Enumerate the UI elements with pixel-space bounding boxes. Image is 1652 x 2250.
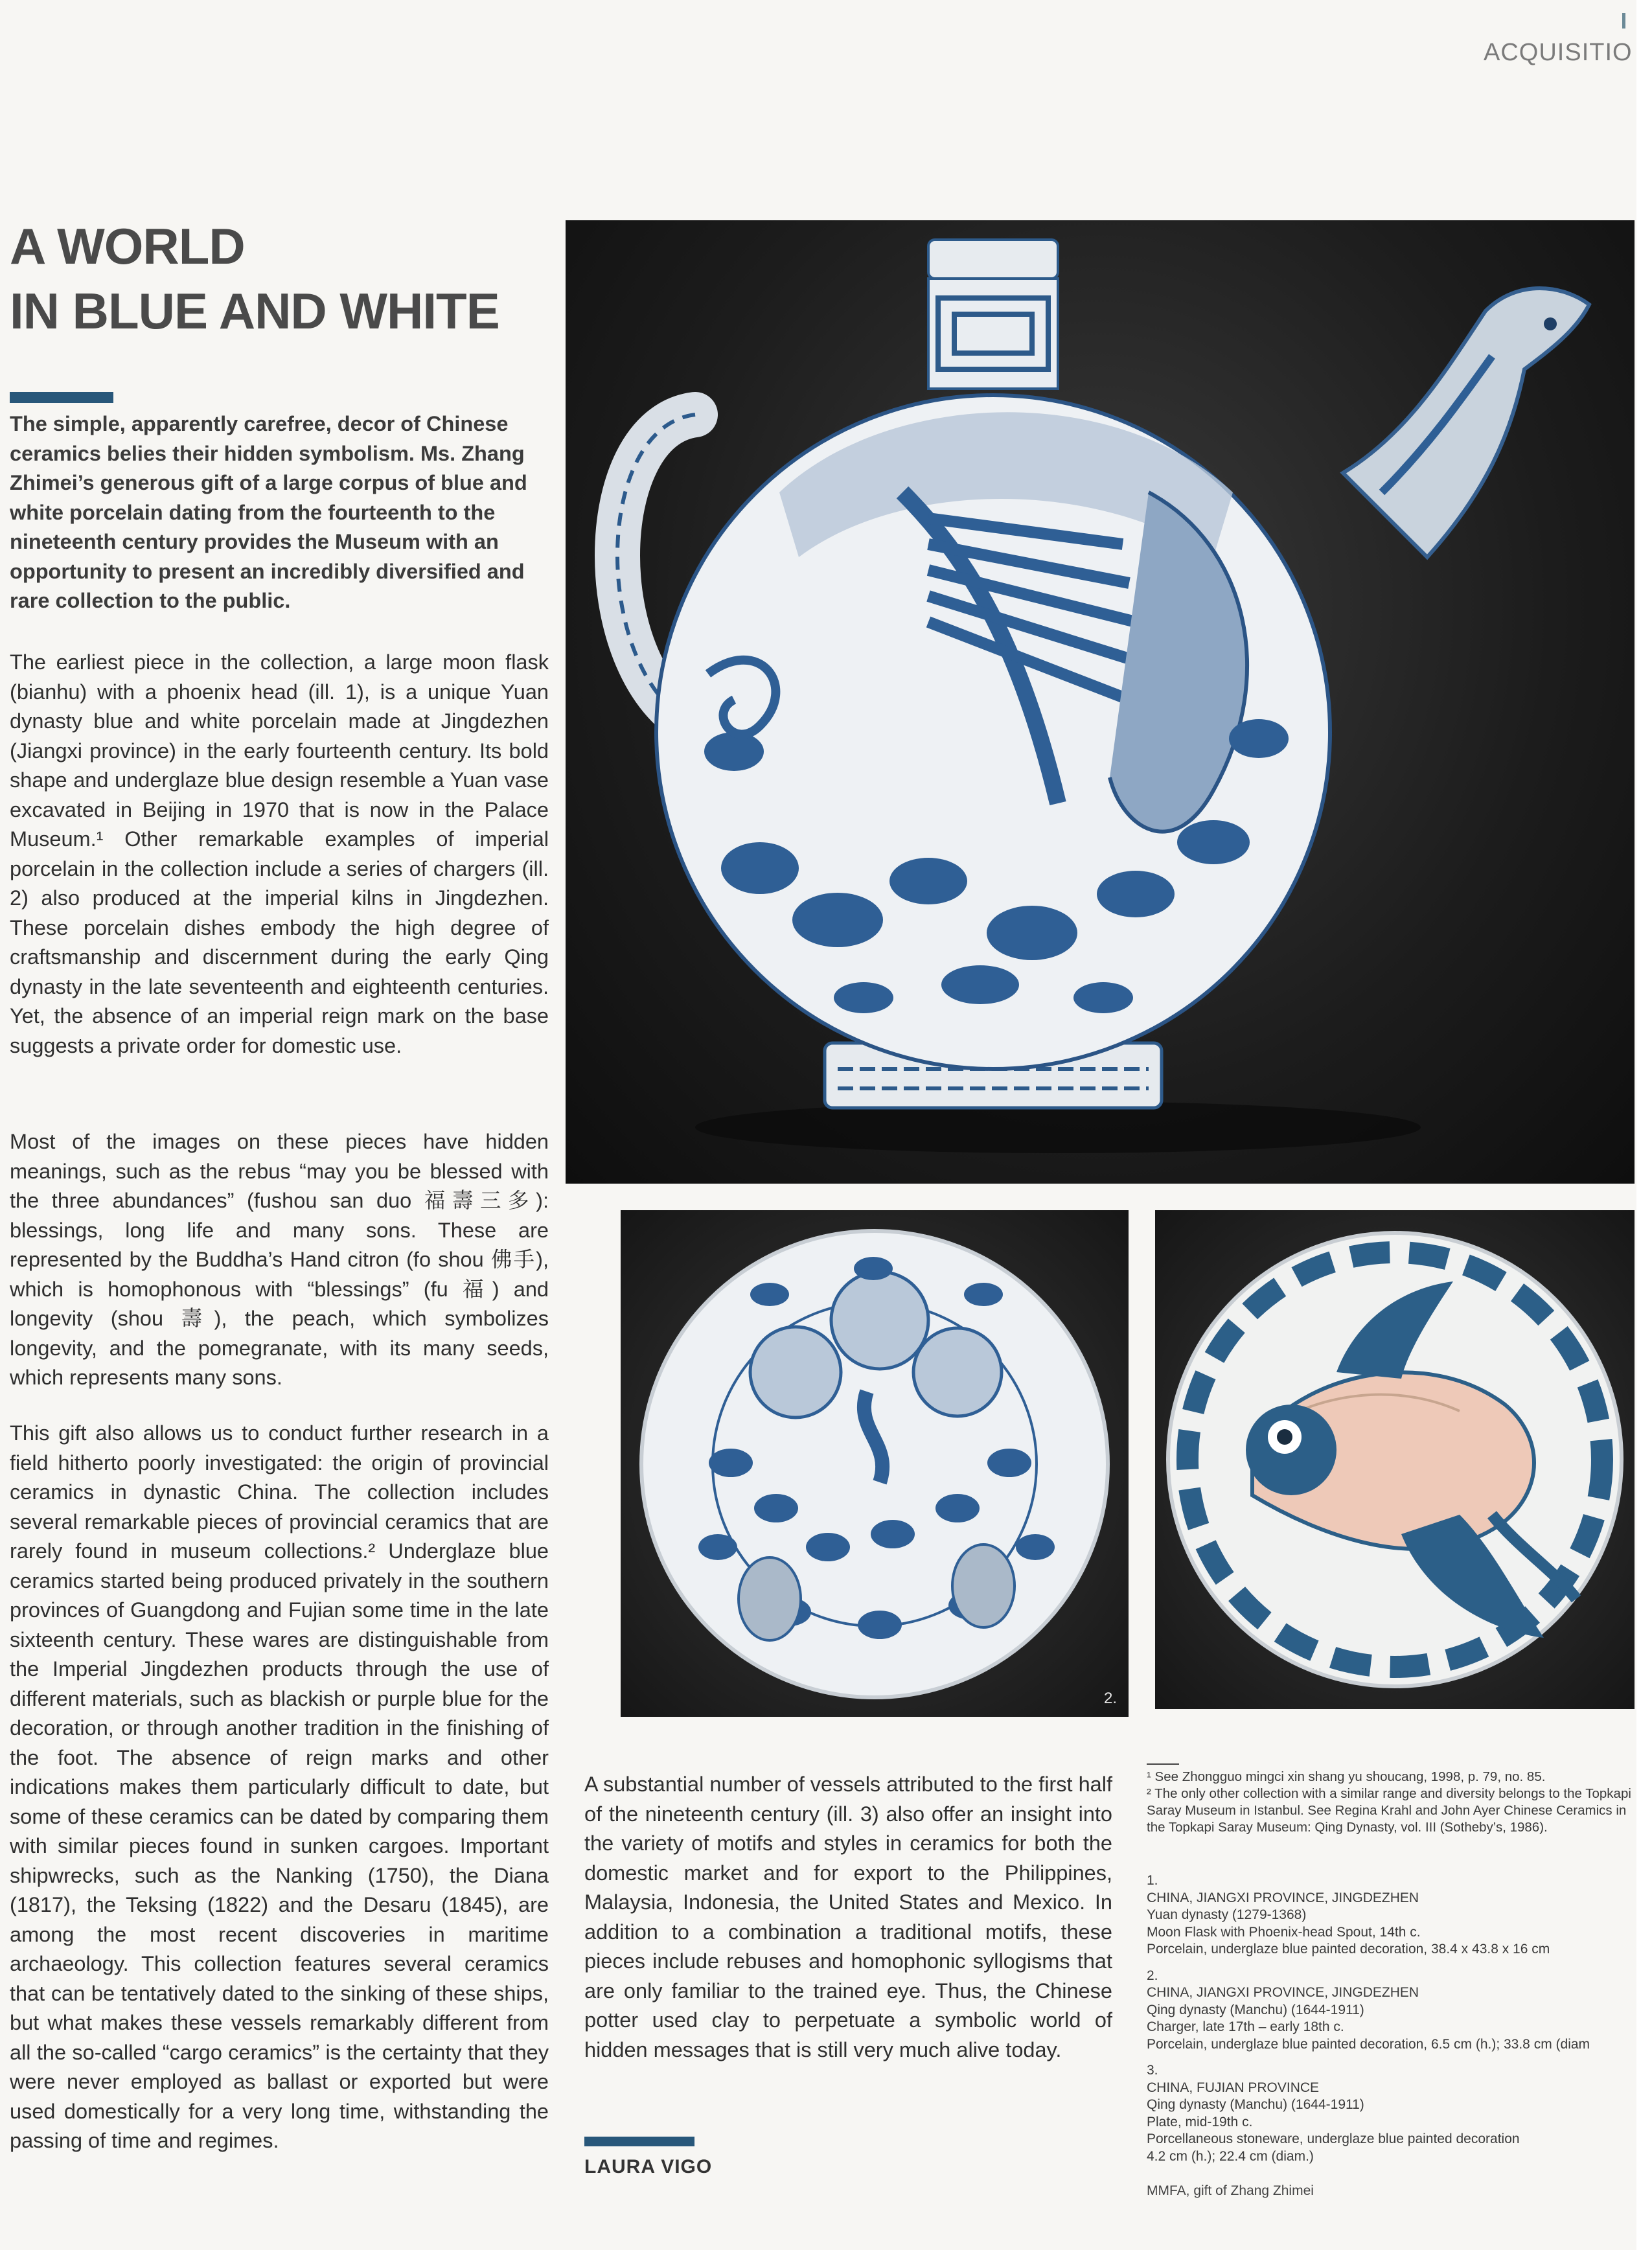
captions (1147, 1872, 1646, 2174)
footnote-2: ² The only other collection with a similar range and diversity belongs to the Topkapi Saray Museum in Istanbul. See Regina Krahl and John Ayer Chinese Ceramics in the Topkapi Saray Museum: Qing Dynasty, vol. III (Sotheby’s, 1986). (1147, 1786, 1631, 1835)
section-label: ACQUISITIO (1484, 39, 1633, 66)
author-accent-bar (584, 2137, 694, 2146)
body-paragraph-2: Most of the images on these pieces have hidden meanings, such as the rebus “may you be blessed with the three abundances” (fushou san duo 福壽三多): blessings, long life and many sons. These are represented by the Buddha’s Hand citron (fo shou 佛手), which is homophonous with “blessings” (fu 福) and longevity (shou 壽), the peach, which symbolizes longevity, and the pomegranate, with its many seeds, which represents many sons. (10, 1130, 549, 1389)
body-paragraph-4: A substantial number of vessels attributed to the first half of the nineteenth century (ill. 3) also offer an insight into the variety of motifs and styles in ceramics for both the domestic market and for export to the Philippines, Malaysia, Indonesia, the United States and Mexico. In addition to a combination a traditional motifs, these pieces include rebuses and homophonic syllogisms that are only familiar to the trained eye. Thus, the Chinese potter used clay to perpetuate a symbolic world of hidden messages that is still very much alive today. (584, 1773, 1112, 2061)
author-byline: LAURA VIGO (584, 2156, 713, 2177)
moon-flask-illustration (566, 220, 1635, 1184)
body-paragraph-1: The earliest piece in the collection, a large moon flask (bianhu) with a phoenix head (ill. 1), is a unique Yuan dynasty blue and white porcelain made at Jingdezhen (Jiangxi province) in the early fourteenth century. Its bold shape and underglaze blue design resemble a Yuan vase excavated in Beijing in 1970 that is now in the Palace Museum.¹ Other remarkable examples of imperial porcelain in the collection include a series of chargers (ill. 2) also produced at the imperial kilns in Jingdezhen. These porcelain dishes embody the high degree of craftsmanship and discernment during the early Qing dynasty in the late seventeenth and eighteenth centuries. Yet, the absence of an imperial reign mark on the base suggests a private order for domestic use. (10, 650, 549, 1057)
title-line-1: A WORLD (10, 218, 245, 275)
title-line-2: IN BLUE AND WHITE (10, 282, 499, 339)
charger-illustration (621, 1210, 1129, 1717)
title-accent-bar (10, 392, 113, 403)
caption-3: 3. CHINA, FUJIAN PROVINCE Qing dynasty (Manchu) (1644-1911) Plate, mid-19th c. Porcellaneous stoneware, underglaze blue painted decoration 4.2 cm (h.); 22.4 cm (diam.) (1147, 2063, 1520, 2164)
fish-plate-illustration (1155, 1210, 1635, 1709)
body-paragraph-3: This gift also allows us to conduct further research in a field hitherto poorly investigated: the origin of provincial ceramics in dynastic China. The collection includes several remarkable pieces of provincial ceramics that are rarely found in museum collections.² Underglaze blue ceramics started being produced privately in the southern provinces of Guangdong and Fujian some time in the late sixteenth century. These wares are distinguishable from the Imperial Jingdezhen products through the use of different materials, such as blackish or purple blue for the decoration, or through another tradition in the finishing of the foot. The absence of reign marks and other indications makes them particularly difficult to date, but some of these ceramics can be dated by comparing them with similar pieces found in sunken cargoes. Important shipwrecks, such as the Nanking (1750), the Diana (1817), the Teksing (1822) and the Desaru (1845), are among the most recent discoveries in maritime archaeology. This collection features several ceramics that can be tentatively dated to the sinking of these ships, but what makes these vessels remarkably different from all the so-called “cargo ceramics” is the certainty that they were never employed as ballast or exported but were used domestically for a very long time, withstanding the passing of time and regimes. (10, 1421, 549, 2152)
lead-paragraph: The simple, apparently carefree, decor of Chinese ceramics belies their hidden symbolism. Ms. Zhang Zhimei’s generous gift of a large corpus of blue and white porcelain dating from the fourteenth to the nineteenth century provides the Museum with an opportunity to present an incredibly diversified and rare collection to the public. (10, 412, 527, 612)
article-title (10, 214, 499, 343)
caption-2: 2. CHINA, JIANGXI PROVINCE, JINGDEZHEN Qing dynasty (Manchu) (1644-1911) Charger, late 17th – early 18th c. Porcelain, underglaze blue painted decoration, 6.5 cm (h.); 33.8 cm (diam (1147, 1968, 1590, 2052)
header-accent (1622, 13, 1625, 29)
gift-credit: MMFA, gift of Zhang Zhimei (1147, 2183, 1314, 2198)
charger-photo (621, 1210, 1129, 1717)
footnotes (1147, 1769, 1639, 1836)
ill-2-number: 2. (1103, 1690, 1117, 1707)
footnote-rule (1147, 1763, 1179, 1765)
footnote-1: ¹ See Zhongguo mingci xin shang yu shoucang, 1998, p. 79, no. 85. (1147, 1769, 1546, 1784)
fish-plate-photo (1155, 1210, 1635, 1709)
caption-1: 1. CHINA, JIANGXI PROVINCE, JINGDEZHEN Yuan dynasty (1279-1368) Moon Flask with Phoenix-head Spout, 14th c. Porcelain, underglaze blue painted decoration, 38.4 x 43.8 x 16 cm (1147, 1873, 1550, 1957)
moon-flask-photo (566, 220, 1635, 1184)
